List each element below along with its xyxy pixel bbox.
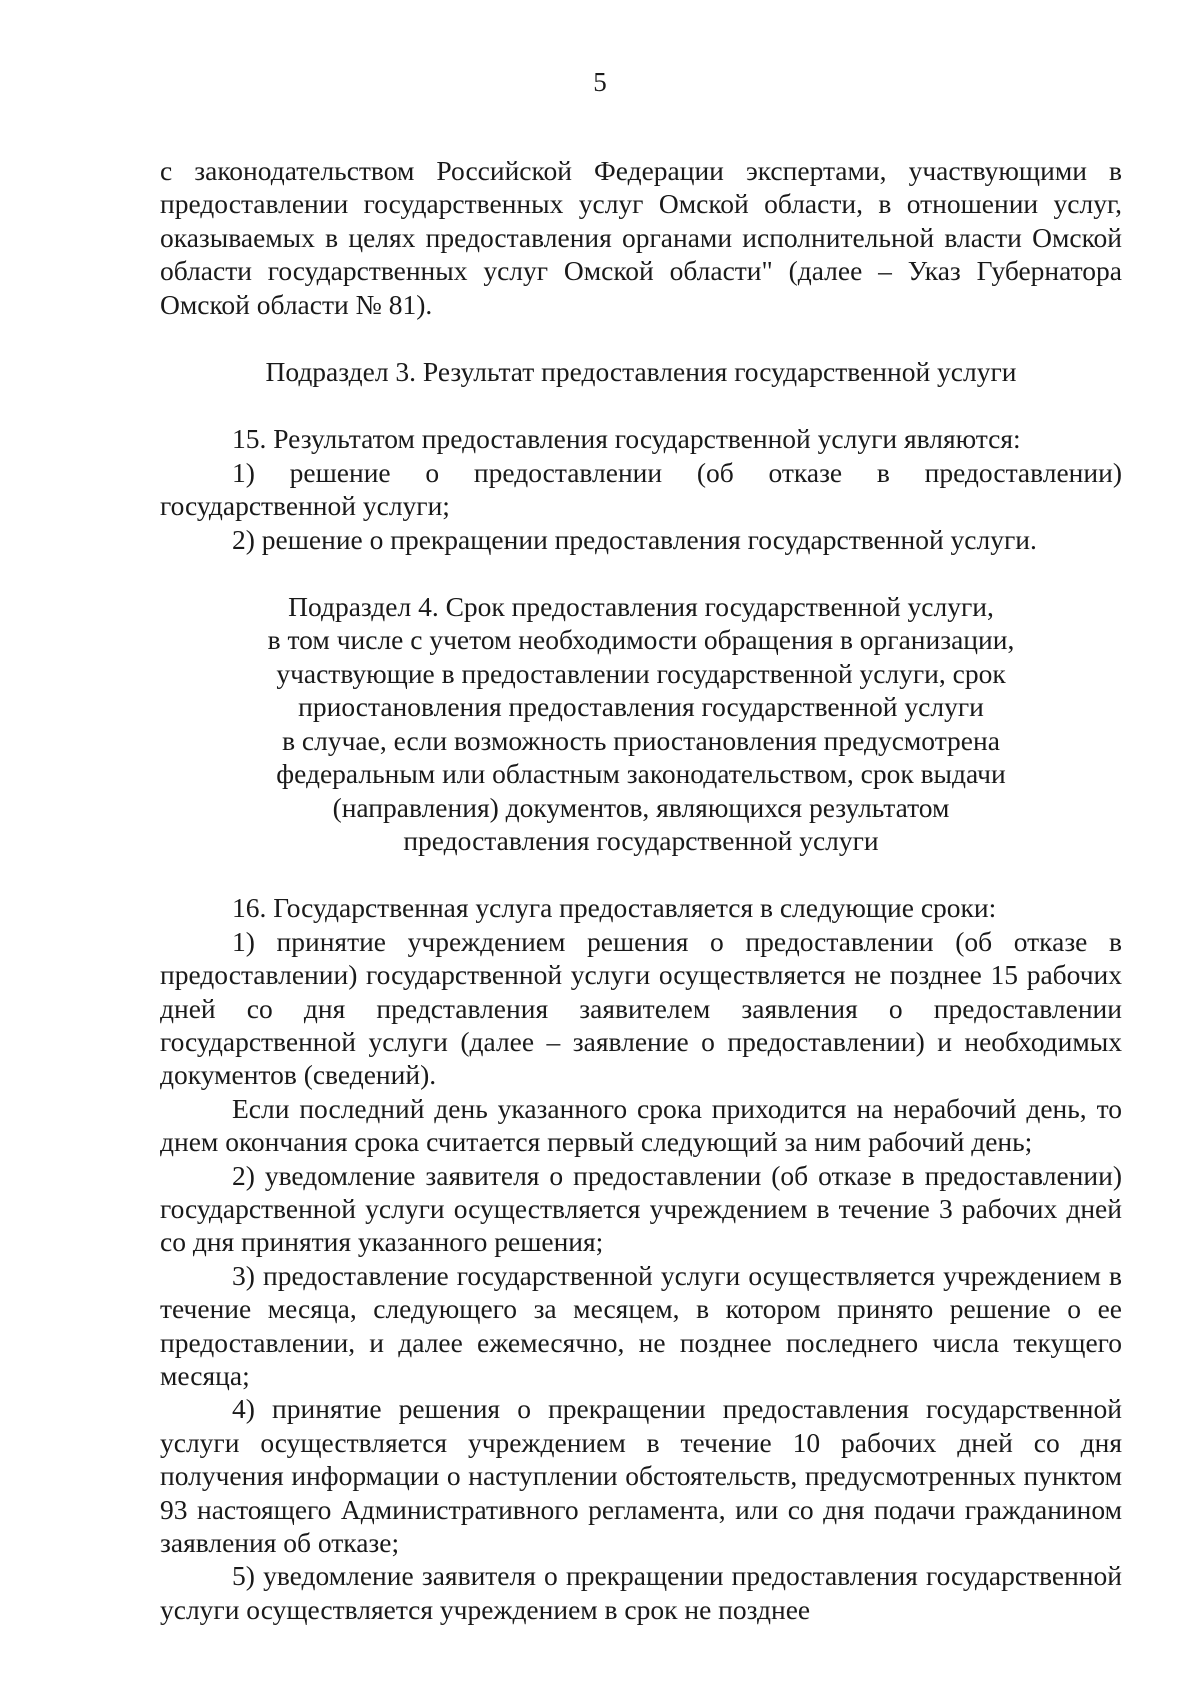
clause-16-item-3: 3) предоставление государственной услуги осуществляется учреждением в течение месяца, следующего за месяцем, в котором принято решение о ее предоставлении, и далее ежемесячно, не позднее последнего числа текущего месяца; bbox=[160, 1259, 1122, 1391]
intro-paragraph: с законодательством Российской Федерации экспертами, участвующими в предоставлении государственных услуг Омской области, в отношении услуг, оказываемых в целях предоставления органами исполнительной власти Омской области государственных услуг Омской области" (далее – Указ Губернатора Омской области № 81). bbox=[160, 155, 1122, 320]
subsection-4-heading-line: (направления) документов, являющихся результатом bbox=[332, 791, 950, 823]
clause-15-item-1: 1) решение о предоставлении (об отказе в предоставлении) государственной услуги; bbox=[160, 456, 1122, 522]
clause-16-item-4: 4) принятие решения о прекращении предоставления государственной услуги осуществляется учреждением в течение 10 рабочих дней со дня получения информации о наступлении обстоятельств, предусмотренных пунктом 93 настоящего Административного регламента, или со дня подачи гражданином заявления об отказе; bbox=[160, 1393, 1122, 1559]
subsection-4-heading-line: Подраздел 4. Срок предоставления государственной услуги, bbox=[288, 591, 994, 623]
subsection-3-heading: Подраздел 3. Результат предоставления государственной услуги bbox=[265, 356, 1017, 388]
clause-16-item-2: 2) уведомление заявителя о предоставлении (об отказе в предоставлении) государственной услуги осуществляется учреждением в течение 3 рабочих дней со дня принятия указанного решения; bbox=[160, 1159, 1122, 1258]
clause-16-item-1: 1) принятие учреждением решения о предоставлении (об отказе в предоставлении) государственной услуги осуществляется не позднее 15 рабочих дней со дня представления заявителем заявления о предоставлении государственной услуги (далее – заявление о предоставлении) и необходимых документов (сведений). bbox=[160, 925, 1122, 1091]
clause-15-item-2: 2) решение о прекращении предоставления государственной услуги. bbox=[232, 523, 1037, 555]
subsection-4-heading-line: участвующие в предоставлении государственной услуги, срок bbox=[276, 657, 1006, 689]
subsection-4-heading-line: приостановления предоставления государственной услуги bbox=[298, 691, 984, 723]
clause-15: 15. Результатом предоставления государственной услуги являются: bbox=[232, 423, 1021, 455]
subsection-4-heading-line: в случае, если возможность приостановления предусмотрена bbox=[282, 724, 1000, 756]
clause-16: 16. Государственная услуга предоставляется в следующие сроки: bbox=[232, 892, 997, 924]
page-body bbox=[160, 154, 1122, 1626]
subsection-4-heading-line: федеральным или областным законодательством, срок выдачи bbox=[276, 758, 1006, 790]
subsection-4-heading bbox=[160, 590, 1122, 857]
subsection-4-heading-line: предоставления государственной услуги bbox=[403, 824, 879, 856]
page-number: 5 bbox=[593, 67, 607, 97]
subsection-4-heading-line: в том числе с учетом необходимости обращения в организации, bbox=[267, 624, 1015, 656]
clause-16-item-5: 5) уведомление заявителя о прекращении предоставления государственной услуги осуществляется учреждением в срок не позднее bbox=[160, 1560, 1122, 1625]
clause-16-item-1-note: Если последний день указанного срока приходится на нерабочий день, то днем окончания срока считается первый следующий за ним рабочий день; bbox=[160, 1092, 1122, 1158]
